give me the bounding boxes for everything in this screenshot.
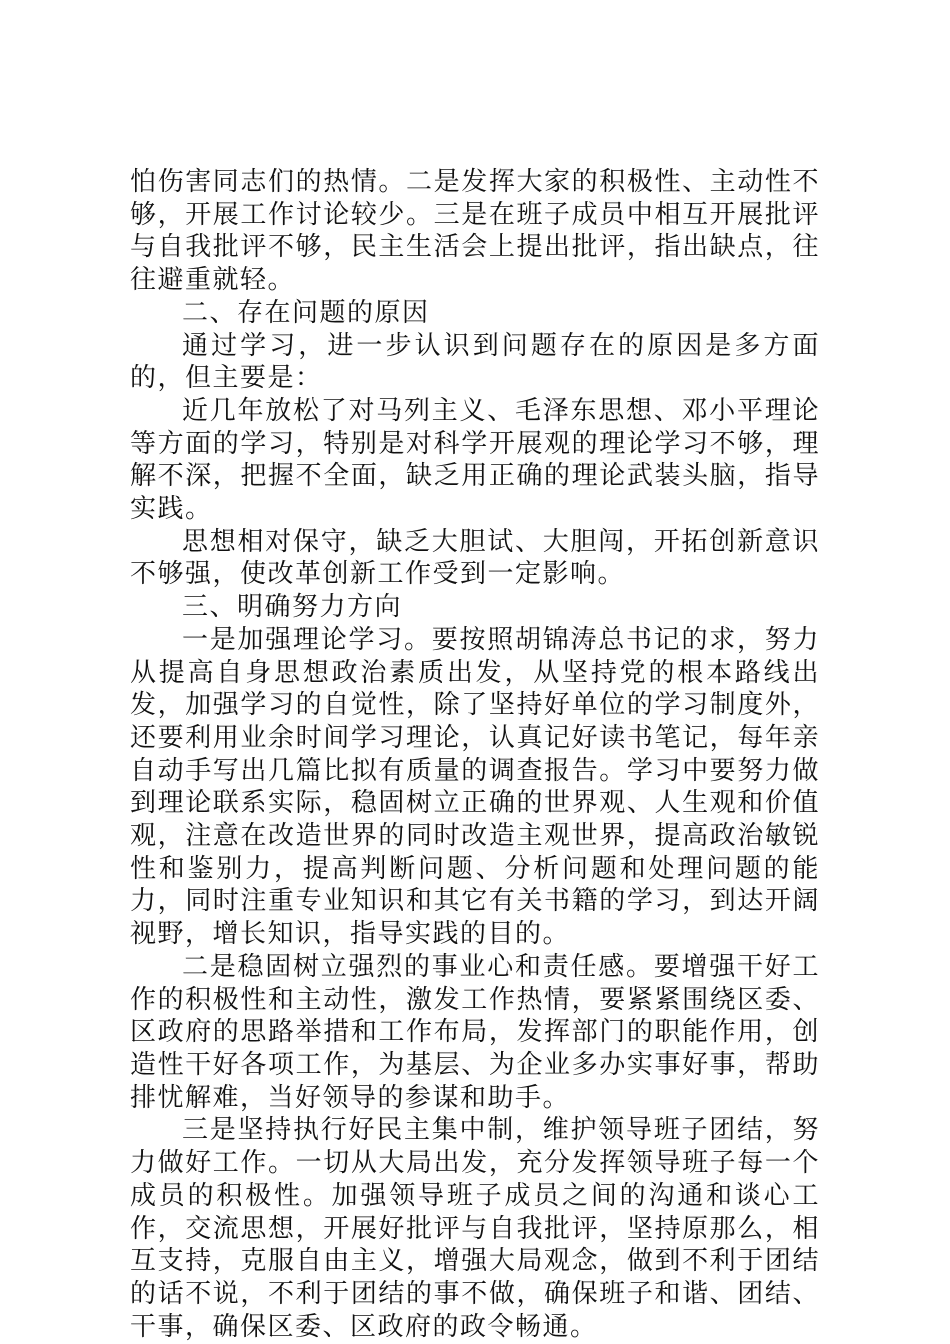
paragraph-continuation: 怕伤害同志们的热情。二是发挥大家的积极性、主动性不够，开展工作讨论较少。三是在班子成员中相互开展批评与自我批评不够，民主生活会上提出批评，指出缺点，往往避重就轻。 <box>130 167 820 296</box>
document-body <box>130 166 820 1343</box>
paragraph-direction-study: 一是加强理论学习。要按照胡锦涛总书记的求，努力从提高自身思想政治素质出发，从坚持党的根本路线出发，加强学习的自觉性，除了坚持好单位的学习制度外，还要利用业余时间学习理论，认真记好读书笔记，每年亲自动手写出几篇比拟有质量的调查报告。学习中要努力做到理论联系实际，稳固树立正确的世界观、人生观和价值观，注意在改造世界的同时改造主观世界，提高政治敏锐性和鉴别力，提高判断问题、分析问题和处理问题的能力，同时注重专业知识和其它有关书籍的学习，到达开阔视野，增长知识，指导实践的目的。 <box>130 624 820 950</box>
paragraph-cause-theory: 近几年放松了对马列主义、毛泽东思想、邓小平理论等方面的学习，特别是对科学开展观的理论学习不够，理解不深，把握不全面，缺乏用正确的理论武装头脑，指导实践。 <box>130 395 820 525</box>
paragraph-direction-democracy: 三是坚持执行好民主集中制，维护领导班子团结，努力做好工作。一切从大局出发，充分发挥领导班子每一个成员的积极性。加强领导班子成员之间的沟通和谈心工作，交流思想，开展好批评与自我批评，坚持原那么，相互支持，克服自由主义，增强大局观念，做到不利于团结的话不说，不利于团结的事不做，确保班子和谐、团结、干事，确保区委、区政府的政令畅通。 <box>130 1115 820 1342</box>
paragraph-cause-conservative: 思想相对保守，缺乏大胆试、大胆闯，开拓创新意识不够强，使改革创新工作受到一定影响。 <box>130 526 820 590</box>
section-heading-direction: 三、明确努力方向 <box>182 592 403 623</box>
paragraph-direction-responsibility: 二是稳固树立强烈的事业心和责任感。要增强干好工作的积极性和主动性，激发工作热情，要紧紧围绕区委、区政府的思路举措和工作布局，发挥部门的职能作用，创造性干好各项工作，为基层、为企业多办实事好事，帮助排忧解难，当好领导的参谋和助手。 <box>130 951 820 1113</box>
section-heading-causes: 二、存在问题的原因 <box>182 297 430 328</box>
paragraph-causes-intro: 通过学习，进一步认识到问题存在的原因是多方面的，但主要是： <box>130 330 820 394</box>
